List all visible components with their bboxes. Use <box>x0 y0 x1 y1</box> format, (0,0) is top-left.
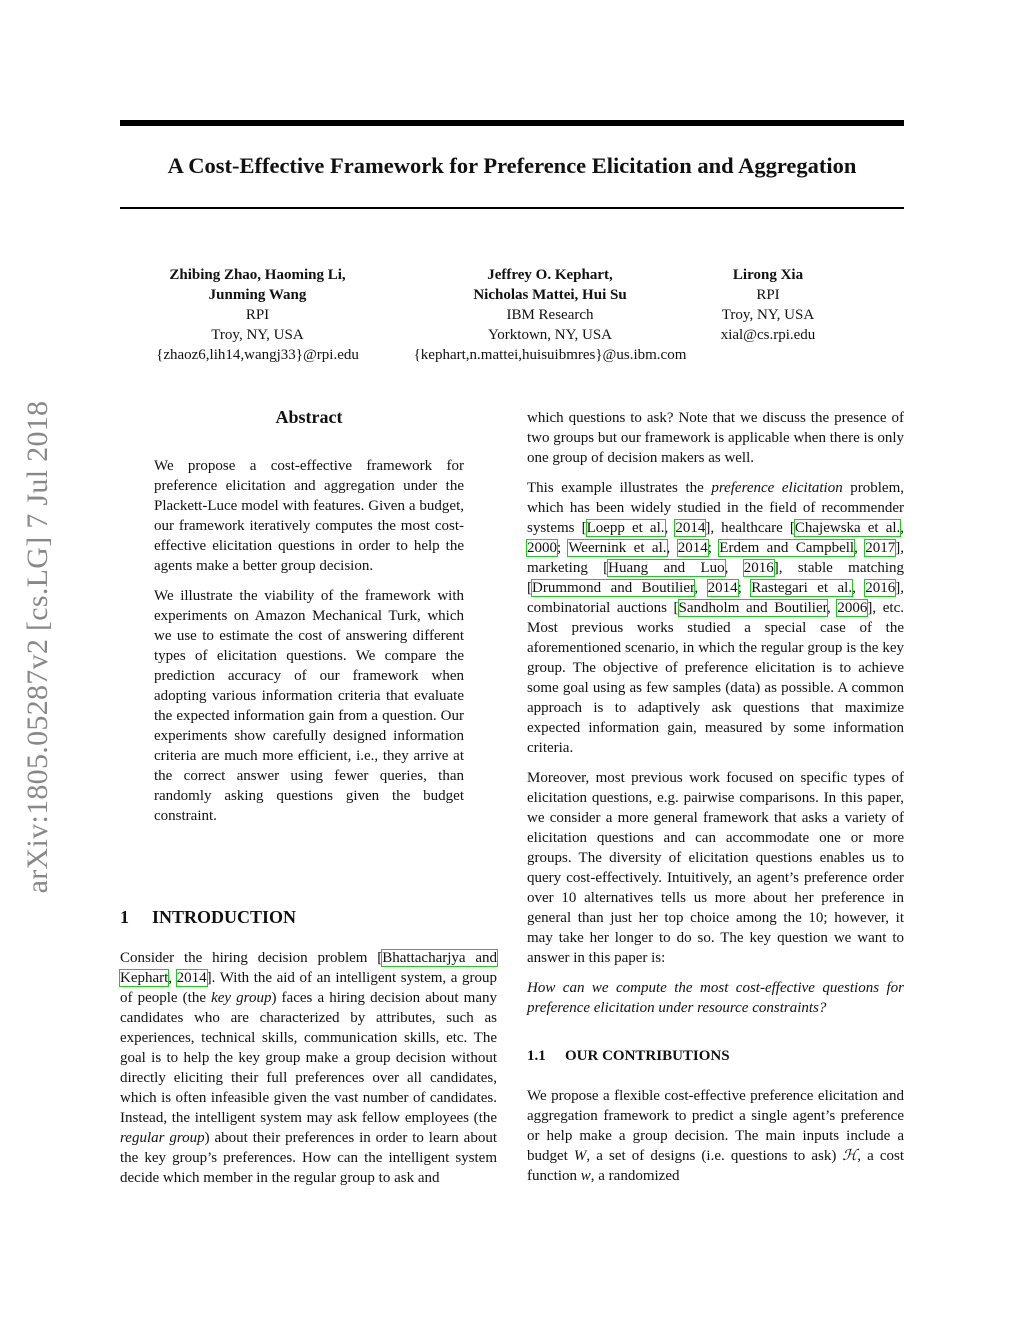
abstract-heading: Abstract <box>275 407 343 427</box>
abstract-paragraph: We propose a cost-effective framework for preference elicitation and aggregation under the Plackett-Luce model with features. Given a budget, our framework iteratively computes the most cost-effective elicitation questions in order to help the agents make a better group decision. <box>154 458 464 574</box>
math-symbol: W <box>573 1148 587 1164</box>
right-column <box>527 408 904 1196</box>
subsection-title: OUR CONTRIBUTIONS <box>565 1048 730 1064</box>
body-paragraph: This example illustrates the preference elicitation problem, which has been widely studied in the field of recommender systems [Loepp et al., 2014], healthcare [Chajewska et al., 2000; Weernink et al., 2014; Erdem and Campbell, 2017], marketing [Huang and Luo, 2016], stable matching [Drummond and Boutilier, 2014; Rastegari et al., 2016], combinatorial auctions [Sandholm and Boutilier, 2006], etc. Most previous works studied a special case of the aforementioned scenario, in which the regular group is the key group. The objective of preference elicitation is to achieve some goal using as few samples (data) as possible. A common approach is to adaptively ask questions that maximize expected information gain, measured by some information criteria. <box>527 480 905 756</box>
author-names: Zhibing Zhao, Haoming Li, <box>169 267 346 283</box>
author-location: Yorktown, NY, USA <box>487 327 613 343</box>
citation-link[interactable]: 2006 <box>837 600 868 616</box>
author-names: Jeffrey O. Kephart, <box>487 267 613 283</box>
abstract-paragraph: We illustrate the viability of the framework with experiments on Amazon Mechanical Turk, which we use to estimate the cost of answering different types of elicitation questions. We compare the prediction accuracy of our framework when adopting various information criteria that evaluate the expected information gain from a question. Our experiments show carefully designed information criteria are much more efficient, i.e., they arrive at the correct answer using fewer queries, than randomly asking questions given the budget constraint. <box>154 588 464 824</box>
author-email: {zhaoz6,lih14,wangj33}@rpi.edu <box>156 347 359 363</box>
title-top-rule <box>120 120 904 126</box>
citation-link[interactable]: 2017 <box>865 540 896 556</box>
arxiv-identifier: arXiv:1805.05287v2 [cs.LG] 7 Jul 2018 <box>21 400 54 894</box>
math-symbol: w <box>580 1168 591 1184</box>
intro-paragraph: Consider the hiring decision problem [Bhattacharjya and Kephart, 2014]. With the aid of an intelligent system, a group of people (the key group) faces a hiring decision about many candidates who are characterized by attributes, such as experiences, technical skills, communication skills, etc. The goal is to help the key group make a group decision without directly eliciting their full preferences over all candidates, which is often infeasible given the vast number of candidates. Instead, the intelligent system may ask fellow employees (the regular group) about their preferences in order to learn about the key group’s preferences. How can the intelligent system decide which member in the regular group to ask and <box>120 950 498 1186</box>
citation-link[interactable]: Weernink et al. <box>568 540 667 556</box>
body-paragraph: which questions to ask? Note that we discuss the presence of two groups but our framework is applicable when there is only one group of decision makers as well. <box>527 410 904 466</box>
title-bottom-rule <box>120 207 904 209</box>
author-names-cont: Nicholas Mattei, Hui Su <box>473 287 627 303</box>
introduction-section <box>120 872 497 1198</box>
citation-link[interactable]: 2014 <box>176 970 207 986</box>
citation-link[interactable]: Rastegari et al. <box>751 580 853 596</box>
citation-link[interactable]: Huang and Luo <box>608 560 725 576</box>
author-block-rpi <box>130 265 385 365</box>
author-email: {kephart,n.mattei,huisuibmres}@us.ibm.com <box>413 347 687 363</box>
citation-link[interactable]: Loepp et al. <box>586 520 665 536</box>
author-block-ibm <box>390 265 710 365</box>
section-number: 1 <box>120 907 129 927</box>
author-block-xia <box>700 265 836 345</box>
citation-link[interactable]: Chajewska et al. <box>794 520 901 536</box>
section-title: INTRODUCTION <box>152 907 297 927</box>
math-symbol: ℋ <box>842 1148 858 1164</box>
abstract <box>154 406 464 836</box>
author-affiliation: RPI <box>756 287 780 303</box>
citation-link[interactable]: Sandholm and Boutilier <box>678 600 828 616</box>
paper-title: A Cost-Effective Framework for Preference Elicitation and Aggregation <box>167 153 857 178</box>
section-heading <box>120 906 497 928</box>
citation-link[interactable]: Erdem and Campbell <box>719 540 855 556</box>
citation-link[interactable]: 2014 <box>707 580 738 596</box>
author-names: Lirong Xia <box>732 267 804 283</box>
key-question: How can we compute the most cost-effective questions for preference elicitation under resource constraints? <box>527 980 904 1016</box>
author-affiliation: RPI <box>245 307 270 323</box>
citation-link[interactable]: 2014 <box>677 540 708 556</box>
author-location: Troy, NY, USA <box>721 307 815 323</box>
body-paragraph: Moreover, most previous work focused on specific types of elicitation questions, e.g. pairwise comparisons. In this paper, we consider a more general framework that asks a variety of elicitation questions and can accommodate one or more groups. The diversity of elicitation questions enables us to query cost-effectively. Intuitively, an agent’s preference order over 10 alternatives tells us more about her preference in general than just her top choice among the 10; however, it may take her longer to do so. The key question we want to answer in this paper is: <box>527 770 904 966</box>
author-location: Troy, NY, USA <box>211 327 304 343</box>
citation-link[interactable]: 2014 <box>675 520 706 536</box>
body-paragraph: We propose a flexible cost-effective preference elicitation and aggregation framework to predict a single agent’s preference or help make a group decision. The main inputs include a budget W, a set of designs (i.e. questions to ask) ℋ, a cost function w, a randomized <box>527 1088 904 1184</box>
citation-link[interactable]: 2000 <box>527 540 557 556</box>
subsection-heading <box>527 1046 904 1066</box>
author-email: xial@cs.rpi.edu <box>720 327 816 343</box>
citation-link[interactable]: 2016 <box>865 580 896 596</box>
subsection-number: 1.1 <box>527 1048 546 1064</box>
citation-link[interactable]: Bhattacharjya and Kephart <box>120 950 497 986</box>
citation-link[interactable]: Drummond and Boutilier <box>532 580 695 596</box>
citation-link[interactable]: 2016 <box>743 560 774 576</box>
author-affiliation: IBM Research <box>506 307 594 323</box>
author-names-cont: Junming Wang <box>208 287 307 303</box>
